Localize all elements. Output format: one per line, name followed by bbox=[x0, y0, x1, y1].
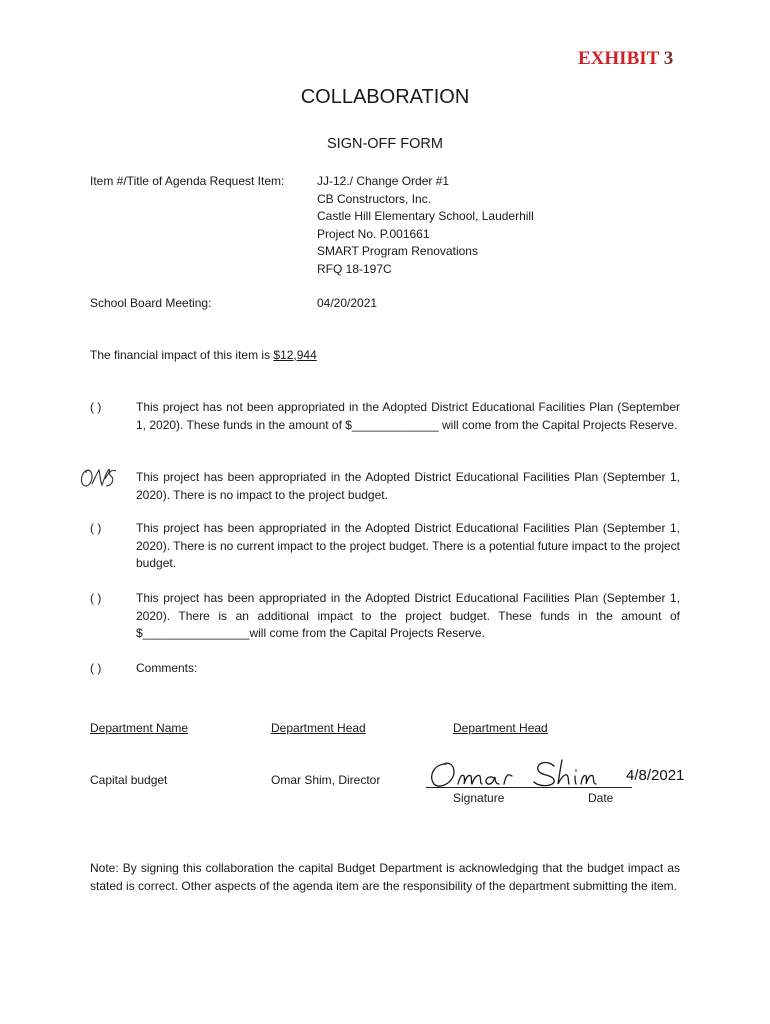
item-line-2: CB Constructors, Inc. bbox=[317, 191, 432, 206]
item-line-1: JJ-12./ Change Order #1 bbox=[317, 174, 450, 188]
department-head-value: Omar Shim, Director bbox=[271, 773, 381, 787]
meeting-date: 04/20/2021 bbox=[317, 296, 378, 310]
department-name-header: Department Name bbox=[90, 721, 189, 735]
department-name-value: Capital budget bbox=[90, 773, 168, 787]
option-3-checkbox: ( ) bbox=[90, 521, 102, 535]
signed-date: 4/8/2021 bbox=[626, 767, 685, 784]
handwritten-signature bbox=[424, 754, 624, 794]
item-line-6: RFQ 18-197C bbox=[317, 261, 392, 276]
item-line-3: Castle Hill Elementary School, Lauderhill bbox=[317, 209, 534, 223]
option-4-checkbox: ( ) bbox=[90, 591, 102, 605]
financial-impact-prefix: The financial impact of this item is bbox=[90, 348, 274, 362]
department-head-header: Department Head bbox=[271, 721, 366, 735]
financial-impact bbox=[90, 347, 317, 365]
signature-line bbox=[426, 787, 632, 788]
option-1-text: This project has not been appropriated in the Adopted District Educational Facilities Plan (September 1, 2020). These funds in the amount of $_____________ will come from the Capital Projects Reserve. bbox=[136, 400, 680, 432]
option-4-text: This project has been appropriated in the Adopted District Educational Facilities Plan (September 1, 2020). There is an additional impact to the project budget. These funds in the amount of $________________will come from the Capital Projects Reserve. bbox=[136, 591, 680, 640]
option-3-text: This project has been appropriated in the Adopted District Educational Facilities Plan (September 1, 2020). There is no current impact to the project budget. There is a potential future impact to the project budget. bbox=[136, 521, 680, 570]
option-5-checkbox: ( ) bbox=[90, 661, 102, 675]
item-line-5: SMART Program Renovations bbox=[317, 244, 478, 258]
financial-impact-amount: $12,944 bbox=[273, 348, 317, 362]
footer-note: Note: By signing this collaboration the capital Budget Department is acknowledging that the budget impact as stated is correct. Other aspects of the agenda item are the responsibility of the department submitting the item. bbox=[90, 861, 680, 893]
item-label: Item #/Title of Agenda Request Item: bbox=[90, 174, 285, 188]
date-label: Date bbox=[588, 791, 614, 805]
option-1-checkbox: ( ) bbox=[90, 400, 102, 414]
signature-label: Signature bbox=[453, 791, 505, 805]
exhibit-label bbox=[578, 48, 673, 70]
exhibit-number: 3 bbox=[663, 48, 674, 69]
department-head-signature-header: Department Head bbox=[453, 721, 548, 735]
option-5-text: Comments: bbox=[136, 661, 198, 675]
page-subtitle: SIGN-OFF FORM bbox=[327, 136, 443, 152]
option-2-text: This project has been appropriated in the Adopted District Educational Facilities Plan (September 1, 2020). There is no impact to the project budget. bbox=[136, 470, 680, 502]
item-line-4: Project No. P.001661 bbox=[317, 226, 430, 241]
exhibit-word: EXHIBIT bbox=[578, 48, 659, 69]
page-title: COLLABORATION bbox=[300, 86, 470, 108]
initials-signature-icon bbox=[78, 464, 120, 492]
meeting-label: School Board Meeting: bbox=[90, 296, 212, 310]
